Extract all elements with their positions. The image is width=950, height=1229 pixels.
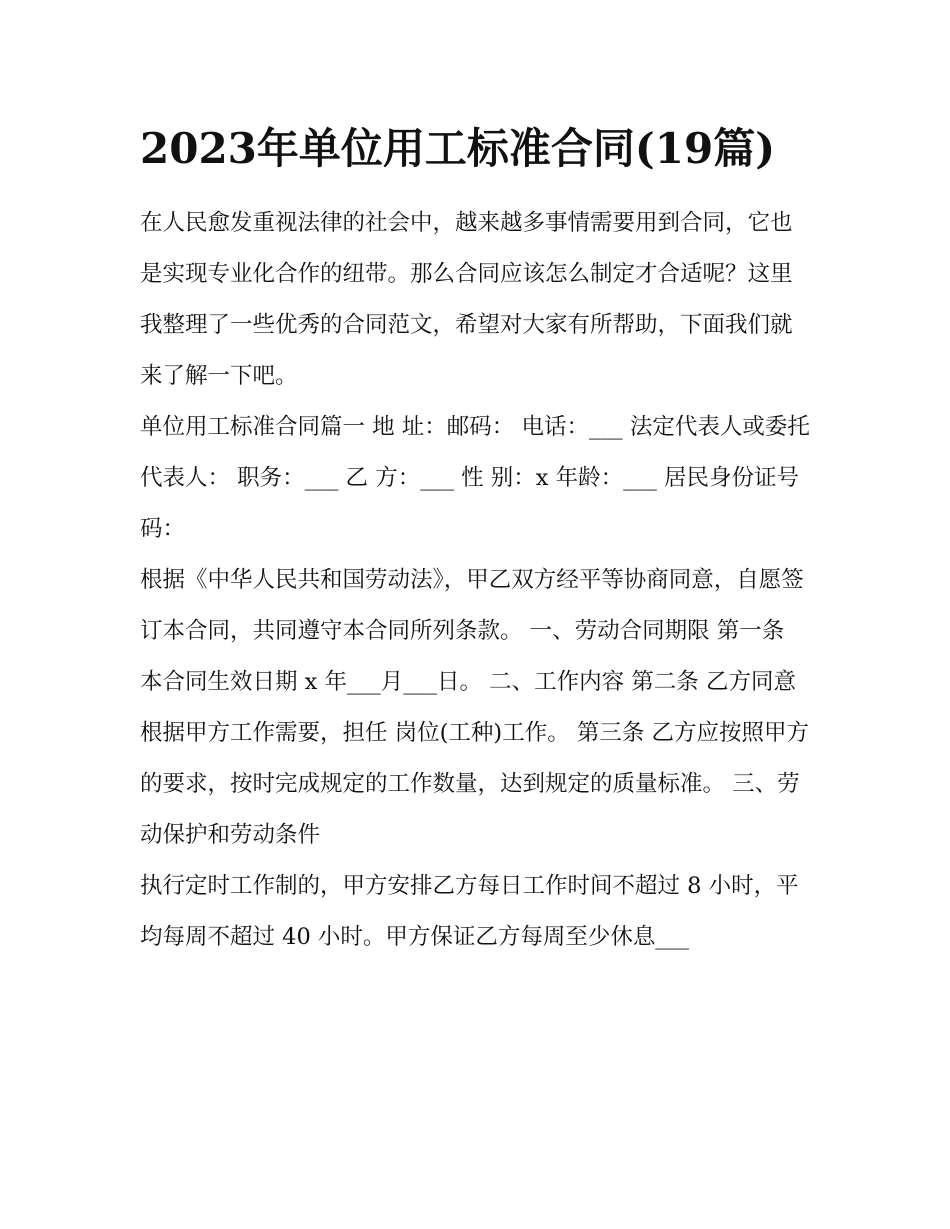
intro-paragraph: 在人民愈发重视法律的社会中，越来越多事情需要用到合同，它也是实现专业化合作的纽带。那么合同应该怎么制定才合适呢？这里我整理了一些优秀的合同范文，希望对大家有所帮助，下面我们就来了解一下吧。 [140,210,793,389]
document-title: 2023年单位用工标准合同(19篇) [140,124,776,173]
document-page [140,112,812,963]
working-hours-paragraph: 执行定时工作制的，甲方安排乙方每日工作时间不超过 8 小时，平均每周不超过 40 小时。甲方保证乙方每周至少休息___ [140,873,799,950]
agreement-paragraph: 根据《中华人民共和国劳动法》，甲乙双方经平等协商同意，自愿签订本合同，共同遵守本合同所列条款。 一、劳动合同期限 第一条 [140,567,804,644]
parties-paragraph: 单位用工标准合同篇一 地 址：邮码： 电话：___ 法定代表人或委托代表人： 职务：___ 乙 方：___ 性 别：x 年龄：___ 居民身份证号码： [140,414,810,542]
term-and-work-paragraph: 本合同生效日期 x 年___月___日。 二、工作内容 第二条 乙方同意根据甲方工作需要，担任 岗位(工种)工作。 第三条 乙方应按照甲方的要求，按时完成规定的工作数量，达到规定的质量标准。 三、劳动保护和劳动条件 [140,669,810,848]
